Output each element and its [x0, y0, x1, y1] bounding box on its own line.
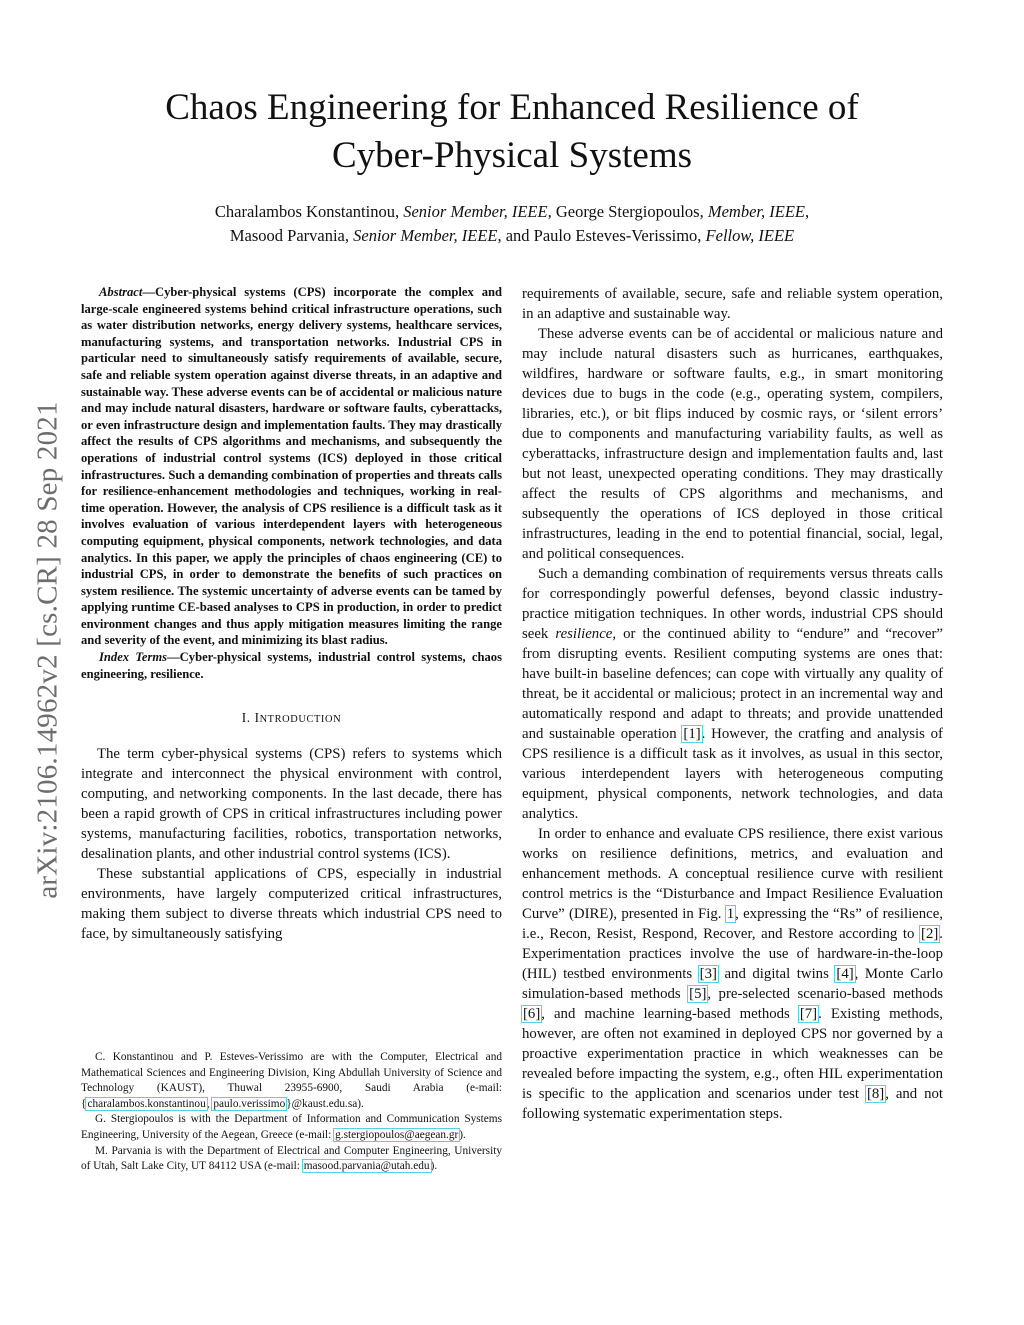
arxiv-identifier-text: arXiv:2106.14962v2 [cs.CR] 28 Sep 2021	[31, 401, 64, 899]
intro-paragraph-2: These substantial applications of CPS, especially in industrial environments, have largely computerized critical infrastructures, making them subject to diverse threats which industrial CPS need to face, by simultaneously satisfying	[81, 866, 502, 943]
right-paragraph-evaluation	[522, 824, 943, 1124]
section-title: NTRODUCTION	[259, 714, 342, 726]
right-paragraph-continuation: requirements of available, secure, safe and reliable system operation, in an adaptive and sustainable way.	[522, 286, 943, 322]
abstract-paragraph	[81, 284, 502, 649]
figure-link-1[interactable]: 1	[726, 906, 735, 922]
email-link-stergiopoulos[interactable]: g.stergiopoulos@aegean.gr	[335, 1128, 459, 1141]
evaluation-text-g: , and machine learning-based methods	[541, 1006, 799, 1022]
evaluation-text-f: , pre-selected scenario-based methods	[707, 986, 943, 1002]
author-separator: ,	[804, 202, 810, 221]
section-number: I. I	[241, 710, 260, 726]
index-terms	[81, 649, 502, 682]
email-link-konstantinou[interactable]: charalambos.konstantinou	[87, 1097, 206, 1110]
author-konstantinou-role: Senior Member, IEEE	[403, 202, 548, 221]
evaluation-text-h: . Existing methods, however, are often not examined in deployed CPS nor governed by a proactive experimentation practice in which weaknesses can be revealed before impacting the system, e.g., often HIL experimentation is specific to the application and scenarios under test	[522, 1006, 944, 1102]
intro-paragraph-1: The term cyber-physical systems (CPS) refers to systems which integrate and interconnect the physical environment with control, computing, and networking components. In the last decade, there has been a rapid growth of CPS in critical infrastructures including power systems, manufacturing facilities, robotics, transportation networks, desalination plants, and other industrial control systems (ICS).	[81, 746, 502, 863]
title-line-2: Cyber-Physical Systems	[332, 135, 692, 176]
paper-title	[100, 84, 924, 180]
index-terms-text: —Cyber-physical systems, industrial control systems, chaos engineering, resilience.	[81, 650, 502, 681]
footnote-kaust	[81, 1050, 502, 1112]
right-paragraph-adverse-events: These adverse events can be of accidental or malicious nature and may include natural disasters such as hurricanes, earthquakes, wildfires, hardware or software faults, e.g., in smart monitoring devices due to bugs in the code (e.g., operating system, compilers, libraries, etc.), or bit flips induced by cosmic rays, or ‘silent errors’ due to components and manufacturing variability faults, as well as cyberattacks, infrastructure design and implementation faults and, last but not least, unexpected operating conditions. They may drastically affect the results of CPS algorithms and mechanisms, and subsequently the operations of ICS deployed in those critical infrastructures, leading in the end to potential financial, social, legal, and political consequences.	[522, 326, 943, 562]
index-terms-label: Index Terms	[99, 650, 168, 665]
right-column	[522, 284, 943, 1124]
resilience-text-a: Such a demanding combination of requirements versus threats calls for correspondingly powerful defenses, beyond classic industry-practice mitigation techniques. In other words, industrial CPS should seek	[522, 566, 943, 642]
footnote-aegean-text: G. Stergiopoulos is with the Department of Information and Communication Systems Engineering, University of the Aegean, Greece (e-mail:	[81, 1113, 502, 1141]
citation-link-5[interactable]: [5]	[689, 986, 707, 1002]
citation-link-8[interactable]: [8]	[866, 1086, 885, 1102]
citation-link-3[interactable]: [3]	[699, 966, 717, 982]
evaluation-text-i: , and not following systematic experimentation steps.	[522, 1086, 943, 1122]
abstract-text: —Cyber-physical systems (CPS) incorporate the complex and large-scale engineered systems behind critical infrastructure operations, such as water distribution networks, energy delivery systems, healthcare services, manufacturing systems, and transportation networks. Industrial CPS in particular need to simultaneously satisfy requirements of available, secure, safe and reliable system operation against diverse threats, in an adaptive and sustainable way. These adverse events can be of accidental or malicious nature and may include natural disasters, hardware or software faults, cyberattacks, or even infrastructure design and implementation faults. They may drastically affect the results of CPS algorithms and mechanisms, and subsequently the operations of industrial control systems (ICS) deployed in those critical infrastructures. Such a demanding combination of properties and threats calls for resilience-enhancement methodologies and techniques, working in real-time operation. However, the analysis of CPS resilience is a difficult task as it involves evaluation of various interdependent layers with heterogeneous computing equipment, physical components, network technologies, and data analytics. In this paper, we apply the principles of chaos engineering (CE) to industrial CPS, in order to demonstrate the benefits of such practices on system resilience. The systemic uncertainty of adverse events can be tamed by applying runtime CE-based analyses to CPS in production, in order to predict environment changes and thus apply mitigation measures limiting the range and severity of the event, and minimizing its blast radius.	[81, 285, 502, 648]
footnote-separator: ,	[206, 1097, 213, 1110]
author-parvania-role: Senior Member, IEEE	[353, 226, 498, 245]
author-line-2	[100, 224, 924, 248]
author-line-1	[100, 200, 924, 224]
citation-link-1[interactable]: [1]	[683, 726, 701, 742]
introduction-body	[81, 744, 502, 944]
evaluation-text-a: In order to enhance and evaluate CPS resilience, there exist various works on resilience definitions, metrics, and evaluation and enhancement methods. A conceptual resilience curve with resilient control metrics is the “Disturbance and Impact Resilience Evaluation Curve” (DIRE), presented in Fig.	[522, 826, 943, 922]
citation-link-7[interactable]: [7]	[799, 1006, 818, 1022]
footnote-kaust-text: C. Konstantinou and P. Esteves-Verissimo are with the Computer, Electrical and Mathematical Sciences and Engineering Division, King Abdullah University of Science and Technology (KAUST), Thuwal 23955-6900, Saudi Arabia (e-mail: {	[81, 1051, 502, 1110]
left-column	[81, 284, 502, 944]
arxiv-identifier	[26, 352, 70, 948]
right-paragraph-resilience	[522, 564, 943, 824]
evaluation-text-b: , expressing the “Rs” of resilience, i.e., Recon, Resist, Respond, Recover, and Restore according to	[522, 906, 943, 942]
footnote-utah-text: M. Parvania is with the Department of Electrical and Computer Engineering, University of Utah, Salt Lake City, UT 84112 USA (e-mail:	[81, 1144, 502, 1173]
email-link-verissimo[interactable]: paulo.verissimo	[213, 1097, 286, 1110]
abstract-label: Abstract	[99, 285, 143, 299]
footnote-aegean-tail: ).	[459, 1128, 466, 1141]
footnote-aegean	[81, 1112, 502, 1143]
footnote-utah	[81, 1144, 502, 1175]
author-esteves-verissimo: , and Paulo Esteves-Verissimo,	[497, 226, 706, 245]
author-list	[100, 200, 924, 248]
author-parvania: Masood Parvania,	[229, 226, 354, 245]
email-link-parvania[interactable]: masood.parvania@utah.edu	[303, 1160, 430, 1173]
title-line-1: Chaos Engineering for Enhanced Resilience of	[165, 87, 859, 128]
resilience-text-c: . However, the cratfing and analysis of CPS resilience is a difficult task as it involves, as usual in this sector, various interdependent layers with heterogeneous computing equipment, physical components, network technologies, and data analytics.	[522, 726, 943, 822]
author-stergiopoulos-role: Member, IEEE	[707, 202, 805, 221]
author-esteves-verissimo-role: Fellow, IEEE	[705, 226, 795, 245]
author-konstantinou: Charalambos Konstantinou,	[214, 202, 404, 221]
evaluation-text-c: . Experimentation practices involve the use of hardware-in-the-loop (HIL) testbed environments	[522, 926, 943, 982]
resilience-emphasis: resilience	[555, 626, 613, 642]
citation-link-4[interactable]: [4]	[836, 966, 854, 982]
resilience-text-b: , or the continued ability to “endure” and “recover” from disrupting events. Resilient computing systems are ones that: have built-in baseline defences; can cope with virtually any quality of threat, be it accidental or malicious; protect in an incremental way and automatically respond and adapt to threats; and provide unattended and sustainable operation	[522, 626, 943, 742]
author-stergiopoulos: , George Stergiopoulos,	[547, 202, 708, 221]
citation-link-2[interactable]: [2]	[921, 926, 939, 942]
author-footnotes	[81, 1050, 502, 1175]
section-heading-introduction	[81, 710, 502, 726]
evaluation-text-e: , Monte Carlo simulation-based methods	[522, 966, 943, 1002]
footnote-utah-tail: ).	[430, 1160, 438, 1173]
evaluation-text-d: and digital twins	[717, 966, 836, 982]
footnote-kaust-tail: }@kaust.edu.sa).	[286, 1097, 364, 1110]
citation-link-6[interactable]: [6]	[523, 1006, 541, 1022]
abstract	[81, 284, 502, 682]
